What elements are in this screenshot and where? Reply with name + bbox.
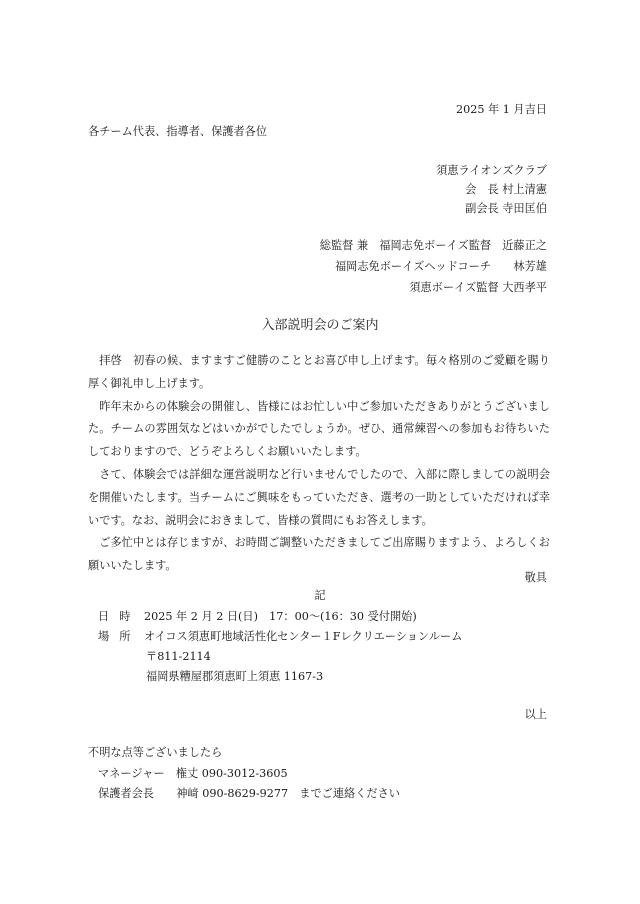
body-paragraph: さて、体験会では詳細な運営説明など行いませんでしたので、入部に際しましての説明会を開催いたします。当チームにご興味をもっていただき、選考の一助としていただければ幸いです。なお、説明会におきまして、皆様の質問にもお答えします。: [88, 467, 550, 527]
detail-place: [98, 628, 462, 645]
body-paragraph: 拝啓 初春の候、ますますご健勝のこととお喜び申し上げます。毎々格別のご愛顧を賜り厚く御礼申し上げます。: [88, 354, 550, 390]
detail-label: 場所: [98, 630, 141, 643]
closing-ijou: 以上: [524, 708, 547, 721]
contact-parents: 保護者会長 神﨑 090-8629-9277 までご連絡ください: [98, 787, 400, 800]
coach-line: 総監督 兼 福岡志免ボーイズ監督 近藤正之: [319, 239, 547, 252]
detail-value: オイコス須恵町地域活性化センター１Fレクリエーションルーム: [144, 630, 463, 643]
coach-line: 福岡志免ボーイズヘッドコーチ 林芳雄: [334, 260, 547, 273]
sender-club: 須恵ライオンズクラブ: [436, 164, 547, 177]
address: 福岡県糟屋郡須恵町上須恵 1167-3: [146, 670, 324, 683]
closing-keigu: 敬具: [524, 571, 547, 584]
document-title: 入部説明会のご案内: [261, 318, 379, 333]
detail-value: 2025 年 2 月 2 日(日) 17：00〜(16：30 受付開始): [144, 610, 417, 623]
body-paragraph: ご多忙中とは存じますが、お時間ご調整いただきましてご出席賜りますよう、よろしくお願いいたします。: [88, 536, 550, 573]
detail-label: 日時: [98, 610, 141, 623]
letter-date: 2025 年 1 月吉日: [455, 103, 547, 116]
sender-vice-president: 副会長 寺田匡伯: [465, 202, 547, 215]
sender-president: 会 長 村上清憲: [465, 183, 547, 196]
addressee: 各チーム代表、指導者、保護者各位: [88, 125, 268, 138]
detail-datetime: [98, 608, 417, 625]
ki-heading: 記: [314, 589, 326, 602]
body-paragraph: 昨年末からの体験会の開催し、皆様にはお忙しい中ご参加いただきありがとうございました。チームの雰囲気などはいかがでしたでしょうか。ぜひ、通常練習への参加もお待ちいたしておりますので、どうぞよろしくお願いいたします。: [88, 399, 550, 459]
contact-manager: マネージャー 権丈 090-3012-3605: [98, 767, 288, 780]
body-text: [88, 350, 550, 578]
contact-intro: 不明な点等ございましたら: [88, 746, 223, 759]
postal-code: 〒811-2114: [146, 650, 211, 663]
coach-line: 須恵ボーイズ監督 大西孝平: [409, 281, 547, 294]
